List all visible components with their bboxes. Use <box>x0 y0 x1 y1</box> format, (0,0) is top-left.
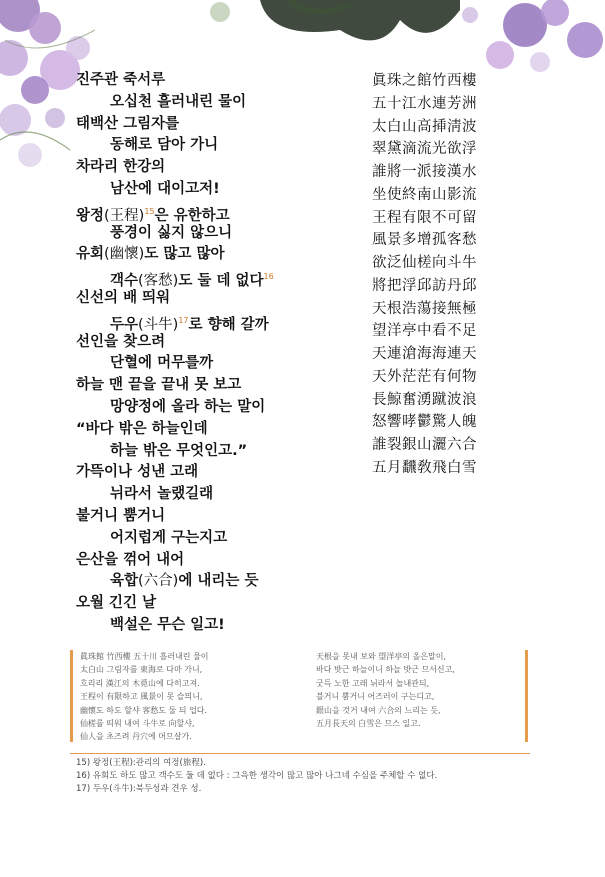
poem-korean-line: 하늘 밖은 무엇인고.” <box>110 442 248 459</box>
poem-chinese-line: 怒響哮鬱驚人魄 <box>372 414 477 431</box>
hanja-gloss: (王程) <box>104 207 145 224</box>
original-text-left <box>80 650 305 744</box>
poem-korean-line: 남산에 대이고저! <box>110 180 220 197</box>
original-text-line: 바다 밧근 하늘이니 하늘 밧근 므서신고, <box>316 665 455 675</box>
poem-chinese-line: 王程有限不可留 <box>372 209 477 226</box>
poem-chinese-line: 眞珠之館竹西樓 <box>372 73 477 89</box>
poem-chinese-line: 誰裂銀山灑六合 <box>372 437 477 453</box>
original-text-line: 天根을 못내 보와 望洋亭의 올은말이, <box>316 652 446 661</box>
poem-korean-line: 두우(斗牛)$^{17}$로 향해 갈까 <box>110 315 269 333</box>
poem-chinese-line: 長鯨奮湧蹴波浪 <box>372 391 477 408</box>
original-text-line: 五月長天의 白雪은 므스 일고. <box>316 718 421 728</box>
original-text-line: 幽懷도 하도 할샤 客愁도 둘 듸 업다. <box>80 705 208 715</box>
poem-korean-line: 차라리 한강의 <box>76 159 166 176</box>
hanja-gloss: (幽懷) <box>104 246 145 263</box>
poem-korean-line: 왕정(王程)$^{15}$은 유한하고 <box>76 206 230 224</box>
poem-korean-line: 불거니 뿜거니 <box>76 507 166 524</box>
original-text-line: 블거니 뿜거니 어즈러이 구는디고, <box>316 692 435 702</box>
poem-chinese-line: 望洋亭中看不足 <box>372 323 477 340</box>
footnote-line: 17) 두우(斗牛):북두성과 견우 성. <box>76 784 202 794</box>
poem-korean-line: “바다 밖은 하늘인데 <box>76 420 208 437</box>
notes-bar-right <box>525 650 528 742</box>
original-text-line: 王程이 有限하고 風景이 못 슬믜니, <box>80 692 203 702</box>
poem-chinese-line: 將把浮邱訪丹邱 <box>372 277 477 294</box>
poem-chinese-line: 誰將一派接漢水 <box>372 164 477 180</box>
flower-decoration-top <box>200 0 605 80</box>
footnote-divider <box>70 753 530 754</box>
poem-chinese-line: 欲泛仙槎向斗牛 <box>372 255 477 271</box>
hanja-gloss: (客愁) <box>138 273 179 290</box>
poem-korean-line: 오월 긴긴 날 <box>76 595 157 612</box>
original-text-right <box>316 650 521 730</box>
poem-korean-line: 육합(六合)에 내리는 듯 <box>110 573 259 590</box>
poem-chinese-line: 坐使終南山影流 <box>372 186 477 203</box>
poem-korean-line: 동해로 담아 가니 <box>110 137 219 154</box>
footnote-marker: 16 <box>263 272 274 282</box>
poem-chinese-line: 太白山高揷淸波 <box>372 118 477 135</box>
poem-korean-line: 진주관 죽서루 <box>76 72 166 88</box>
hanja-gloss: (六合) <box>138 573 179 590</box>
poem-korean-line: 유회(幽懷)도 많고 많아 <box>76 246 225 263</box>
original-text-line: 太白山 그림자를 東海로 다마 가니, <box>80 665 203 675</box>
poem-korean-line: 객수(客愁)도 둘 데 없다$^{16}$ <box>110 272 274 290</box>
poem-korean-line: 하늘 맨 끝을 끝내 못 보고 <box>76 377 242 394</box>
poem-chinese-line: 天外茫茫有何物 <box>372 368 477 385</box>
hanja-gloss: (斗牛) <box>138 316 179 333</box>
poem-chinese <box>372 70 512 480</box>
poem-korean <box>76 70 376 637</box>
poem-korean-line: 신선의 배 띄워 <box>76 289 171 306</box>
original-text-line: 仙人을 초즈려 丹穴에 머므살가. <box>80 732 192 742</box>
original-text-line: 銀山을 것거 내여 六合의 느리는 듯, <box>316 705 441 715</box>
footnote-line: 16) 유회도 하도 많고 객수도 둘 데 없다 : 그윽한 생각이 많고 많아 나그네 수심을 주체할 수 없다. <box>76 771 438 781</box>
poem-korean-line: 가뜩이나 성낸 고래 <box>76 464 199 481</box>
original-text-line: 굿득 노한 고래 뉘라서 놀내관듸, <box>316 678 430 688</box>
poem-korean-line: 어지럽게 구는지고 <box>110 529 228 546</box>
poem-korean-line: 망양정에 올라 하는 말이 <box>110 398 266 415</box>
original-text-line: 흐리리 漢江의 木覓山에 다히고져. <box>80 678 200 688</box>
poem-chinese-line: 天連滄海海連天 <box>372 346 477 362</box>
poem-chinese-line: 風景多增孤客愁 <box>372 232 477 249</box>
poem-korean-line: 은산을 꺾어 내어 <box>76 551 185 568</box>
poem-korean-line: 백설은 무슨 일고! <box>110 616 225 633</box>
footnote-line: 15) 왕정(王程):관리의 여정(旅程). <box>76 758 206 768</box>
footnotes <box>76 757 526 796</box>
poem-chinese-line: 翠黛滴流光欲浮 <box>372 141 477 158</box>
original-text-line: 仙槎를 띄워 내여 斗牛로 向할샤, <box>80 718 195 728</box>
footnote-marker: 17 <box>178 315 189 325</box>
poem-korean-line: 풍경이 싫지 않으니 <box>110 224 233 241</box>
poem-korean-line: 뉘라서 놀랬길래 <box>110 486 214 503</box>
poem-chinese-line: 天根浩蕩接無極 <box>372 300 477 317</box>
poem-korean-line: 단혈에 머무를까 <box>110 355 214 372</box>
poem-korean-line: 오십천 흘러내린 물이 <box>110 93 247 110</box>
original-text-line: 眞珠館 竹西樓 五十川 흘러내린 물이 <box>80 652 209 661</box>
poem-korean-line: 선인을 찾으려 <box>76 333 166 350</box>
poem-chinese-line: 五十江水連芳洲 <box>372 95 477 112</box>
poem-korean-line: 태백산 그림자를 <box>76 115 180 132</box>
poem-chinese-line: 五月飜敎飛白雪 <box>372 459 477 476</box>
notes-bar-left <box>70 650 73 742</box>
footnote-marker: 15 <box>144 206 155 216</box>
